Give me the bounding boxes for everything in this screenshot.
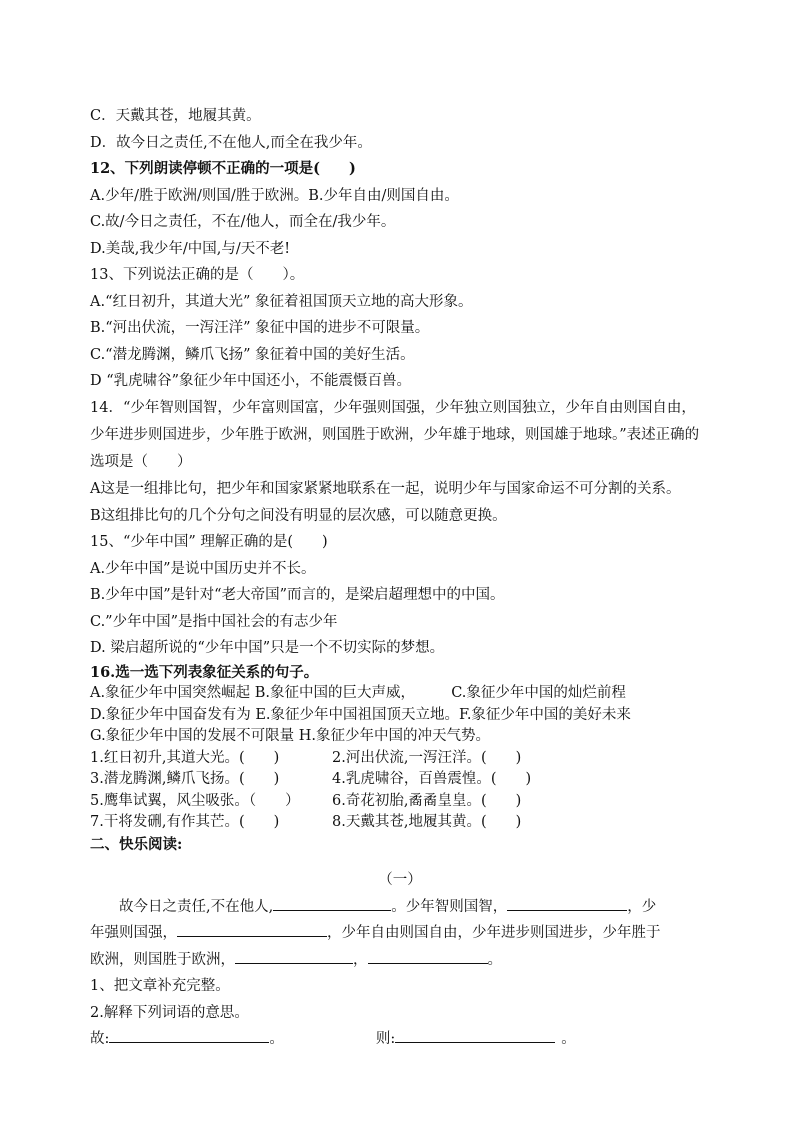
option-d-line: D．故今日之责任,不在他人,而全在我少年。 [90,134,372,151]
question-16-item-row [90,791,710,813]
question-14-stem: 14．“少年智则国智，少年富则国富，少年强则国强，少年独立则国独立，少年自由则国自由，少年进步则国进步，少年胜于欧洲，则国胜于欧洲，少年雄于地球，则国雄于地球。”表述正确的选项是（ ） [90,399,700,470]
question-12-option: A.少年/胜于欧洲/则国/胜于欧洲。B.少年自由/则国自由。 [90,187,459,204]
definition-blank-gu[interactable] [109,1028,269,1043]
word-definition-row: 故: 。 则: 。 [90,1026,710,1053]
passage-blank[interactable] [507,896,627,911]
question-15-option: D. 梁启超所说的“少年中国”只是一个不切实际的梦想。 [90,640,445,656]
passage-blank[interactable] [273,896,391,911]
question-13-option: A.“红日初升，其道大光” 象征着祖国顶天立地的高大形象。 [90,293,473,310]
question-15-stem: 15、“少年中国” 理解正确的是( ) [90,534,328,550]
question-16 [90,662,710,856]
question-15-option: B.少年中国”是针对“老大帝国”而言的，是梁启超理想中的中国。 [90,587,505,603]
question-16-item[interactable]: 5.鹰隼试翼，风尘吸张。（ ） [90,792,300,809]
question-14-option-b: B这组排比句的几个分句之间没有明显的层次感，可以随意更换。 [90,507,507,524]
word-label-gu: 故: [90,1031,110,1047]
question-13-stem: 13、下列说法正确的是（ ）。 [90,267,305,283]
question-16-item-row [90,812,710,834]
question-13-option: D “乳虎啸谷”象征少年中国还小，不能震慑百兽。 [90,373,412,389]
question-16-item[interactable]: 4.乳虎啸谷，百兽震惶。( ) [332,771,532,787]
question-15-option: C.”少年中国”是指中国社会的有志少年 [90,613,338,630]
passage-line-3: 欧洲，则国胜于欧洲， ， 。 [90,947,710,974]
question-16-item[interactable]: 1.红日初升,其道大光。( ) [90,749,280,766]
question-14-option-a: A这是一组排比句，把少年和国家紧紧地联系在一起，说明少年与国家命运不可分割的关系。 [90,480,681,497]
question-16-choices: G.象征少年中国的发展不可限量 H.象征少年中国的冲天气势。 [90,728,491,744]
exam-page [90,103,710,1053]
question-16-item-row [90,769,710,791]
question-16-item[interactable]: 6.奇花初胎,矞矞皇皇。( ) [332,792,522,809]
question-16-item-row [90,748,710,770]
question-12-option: C.故/今日之责任，不在/他人，而全在/我少年。 [90,214,396,230]
question-13-option: B.“河出伏流，一泻汪洋” 象征中国的进步不可限量。 [90,320,430,336]
passage-blank[interactable] [177,922,327,937]
task-2: 2.解释下列词语的意思。 [90,1004,249,1021]
definition-blank-ze[interactable] [395,1028,555,1043]
passage-blank[interactable] [235,949,353,964]
question-16-choices: D.象征少年中国奋发有为 E.象征少年中国祖国顶天立地。F.象征少年中国的美好未来 [90,706,631,723]
question-13-option: C.“潜龙腾渊，鳞爪飞扬” 象征着中国的美好生活。 [90,346,415,363]
question-15-option: A.少年中国”是说中国历史并不长。 [90,560,316,577]
option-c-line: C．天戴其苍，地履其黄。 [90,108,261,124]
passage-line-2: 年强则国强， ，少年自由则国自由，少年进步则国进步，少年胜于 [90,920,710,947]
passage-blank[interactable] [368,949,488,964]
section-2-title: 二、快乐阅读: [90,835,183,853]
question-12-option: D.美哉,我少年/中国,与/天不老! [90,240,291,257]
question-16-item[interactable]: 7.干将发硎,有作其芒。( ) [90,814,280,830]
passage-line-1: 故今日之责任,不在他人, 。少年智则国智， ，少 [90,894,710,921]
question-16-item[interactable]: 3.潜龙腾渊,鳞爪飞扬。( ) [90,771,280,787]
word-label-ze: 则: [375,1031,396,1047]
passage-subtitle: （一） [378,872,422,888]
question-12-stem: 12、下列朗读停顿不正确的一项是( ) [90,160,356,177]
question-16-item[interactable]: 2.河出伏流,一泻汪洋。( ) [332,749,522,766]
question-16-item[interactable]: 8.天戴其苍,地履其黄。( ) [332,814,522,830]
question-16-choices: A.象征少年中国突然崛起 B.象征中国的巨大声威， C.象征少年中国的灿烂前程 [90,685,626,701]
task-1: 1、把文章补充完整。 [90,978,230,994]
question-16-stem: 16.选一选下列表象征关系的句子。 [90,663,319,681]
